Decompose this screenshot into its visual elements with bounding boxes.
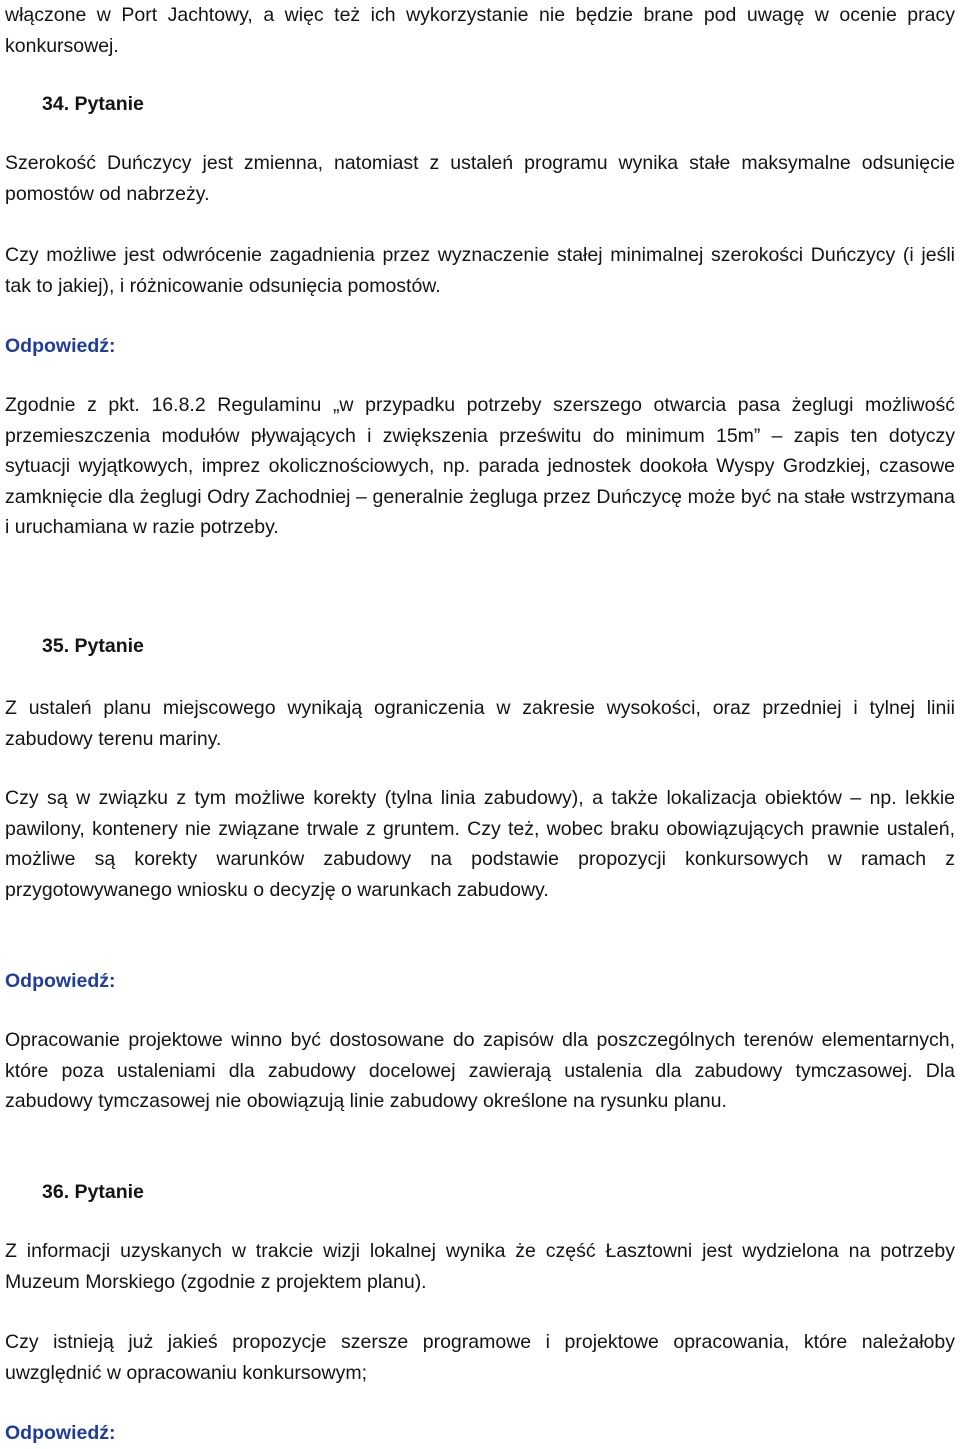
question-34-paragraph-1: Szerokość Duńczycy jest zmienna, natomiast z ustaleń programu wynika stałe maksymalne odsunięcie pomostów od nabrzeży.: [5, 152, 955, 205]
question-35-heading: 35. Pytanie: [42, 635, 144, 657]
question-35-answer-label: Odpowiedź:: [5, 970, 116, 992]
question-36-paragraph-2: Czy istnieją już jakieś propozycje szersze programowe i projektowe opracowania, które należałoby uwzględnić w opracowaniu konkursowym;: [5, 1331, 955, 1384]
question-34-paragraph-2: Czy możliwe jest odwrócenie zagadnienia przez wyznaczenie stałej minimalnej szerokości Duńczycy (i jeśli tak to jakiej), i różnicowanie odsunięcia pomostów.: [5, 244, 955, 297]
question-34-answer-label: Odpowiedź:: [5, 335, 116, 357]
question-36-paragraph-1: Z informacji uzyskanych w trakcie wizji lokalnej wynika że część Łasztowni jest wydzielona na potrzeby Muzeum Morskiego (zgodnie z projektem planu).: [5, 1240, 955, 1293]
question-35-answer: Opracowanie projektowe winno być dostosowane do zapisów dla poszczególnych terenów elementarnych, które poza ustaleniami dla zabudowy docelowej zawierają ustalenia dla zabudowy tymczasowej. Dla zabudowy tymczasowej nie obowiązują linie zabudowy określone na rysunku planu.: [5, 1029, 955, 1113]
question-36-answer-label: Odpowiedź:: [5, 1422, 116, 1444]
question-35-paragraph-1: Z ustaleń planu miejscowego wynikają ograniczenia w zakresie wysokości, oraz przedniej i tylnej linii zabudowy terenu mariny.: [5, 697, 955, 750]
continuation-paragraph: włączone w Port Jachtowy, a więc też ich wykorzystanie nie będzie brane pod uwagę w ocenie pracy konkursowej.: [5, 4, 955, 57]
question-34-heading: 34. Pytanie: [42, 93, 144, 115]
question-36-heading: 36. Pytanie: [42, 1181, 144, 1203]
question-35-paragraph-2: Czy są w związku z tym możliwe korekty (tylna linia zabudowy), a także lokalizacja obiektów – np. lekkie pawilony, kontenery nie związane trwale z gruntem. Czy też, wobec braku obowiązujących prawnie ustaleń, możliwe są korekty warunków zabudowy na podstawie propozycji konkursowych w ramach z przygotowywanego wniosku o decyzję o warunkach zabudowy.: [5, 787, 955, 901]
question-34-answer: Zgodnie z pkt. 16.8.2 Regulaminu „w przypadku potrzeby szerszego otwarcia pasa żeglugi możliwość przemieszczenia modułów pływających i zwiększenia prześwitu do minimum 15m” – zapis ten dotyczy sytuacji wyjątkowych, imprez okolicznościowych, np. parada jednostek dookoła Wyspy Grodzkiej, czasowe zamknięcie dla żeglugi Odry Zachodniej – generalnie żegluga przez Duńczycę może być na stałe wstrzymana i uruchamiana w razie potrzeby.: [5, 394, 955, 539]
